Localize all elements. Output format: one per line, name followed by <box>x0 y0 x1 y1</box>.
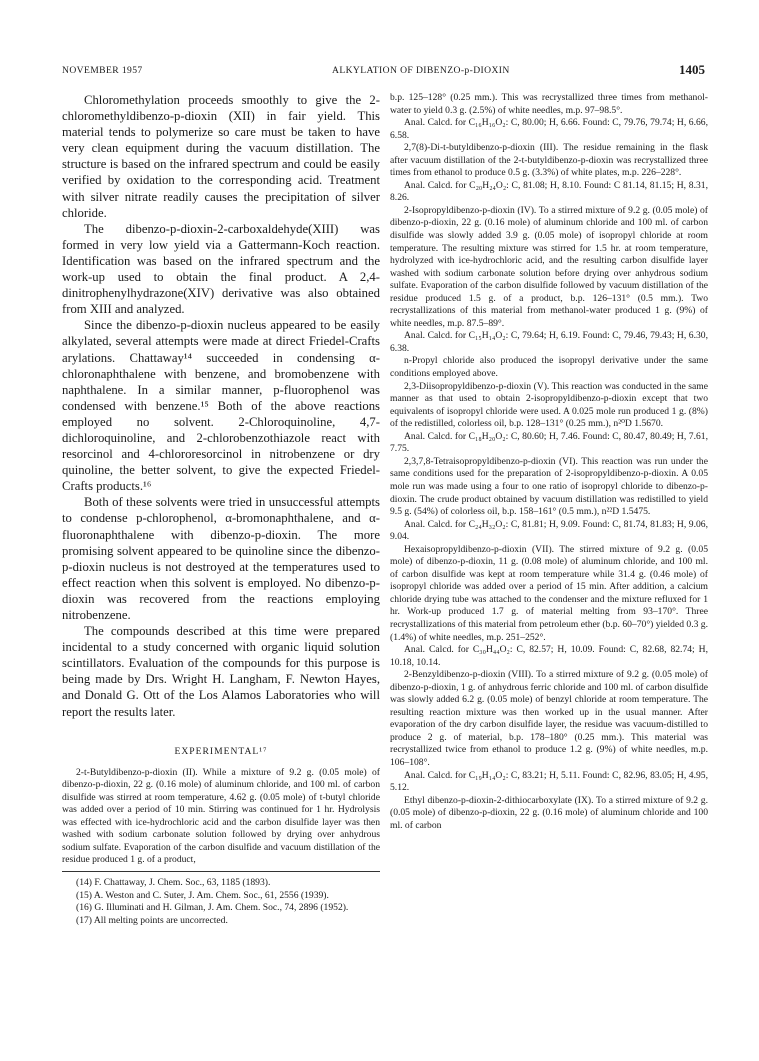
experimental-paragraph: Hexaisopropyldibenzo-p-dioxin (VII). The stirred mixture of 9.2 g. (0.05 mole) of dibenzo-p-dioxin, 11 g. (0.08 mole) of aluminum chloride, and 100 ml. of carbon disulfide was kept at room temperature while 31.4 g. (0.46 mole) of isopropyl chloride was added over a period of 15 min. After addition, a calcium chloride drying tube was attached to the condenser and the mixture refluxed for 1 hr. Work-up produced 1.7 g. of material melting from 93–170°. Three recrystallizations of this material from petroleum ether (b.p. 60–70°) yielded 0.3 g. (1.4%) of white needles, m.p. 251–252°. <box>390 543 708 643</box>
footnote: (17) All melting points are uncorrected. <box>76 914 228 926</box>
analysis-paragraph: Anal. Calcd. for C₃₀H₄₄O₂: C, 82.57; H, 10.09. Found: C, 82.68, 82.74; H, 10.18, 10.14. <box>390 644 708 668</box>
experimental-section-left <box>62 767 380 867</box>
footnote-divider <box>62 871 380 872</box>
footnote: (16) G. Illuminati and H. Gilman, J. Am. Chem. Soc., 74, 2896 (1952). <box>76 902 349 914</box>
analysis-paragraph: Anal. Calcd. for C₁₉H₁₄O₂: C, 83.21; H, 5.11. Found: C, 82.96, 83.05; H, 4.95, 5.12. <box>390 769 708 794</box>
body-paragraph: Both of these solvents were tried in unsuccessful attempts to condense p-chlorophenol, α-bromonaphthalene, and α-fluoronaphthalene with dibenzo-p-dioxin. The more promising solvent appeared to be quinoline since the dibenzo-p-dioxin nucleus is not destroyed at the temperatures used to effect reaction when this solvent is employed. No dibenzo-p-dioxin was recovered from the reactions employing nitrobenzene. <box>62 495 380 622</box>
discussion-section <box>62 92 380 720</box>
analysis-paragraph: Anal. Calcd. for C₁₈H₂₀O₂: C, 80.60; H, 7.46. Found: C, 80.47, 80.49; H, 7.61, 7.75. <box>390 430 708 455</box>
running-header <box>62 63 705 77</box>
footnote: (15) A. Weston and C. Suter, J. Am. Chem. Soc., 61, 2556 (1939). <box>76 889 329 901</box>
footnote: (14) F. Chattaway, J. Chem. Soc., 63, 1185 (1893). <box>76 877 271 889</box>
body-paragraph: The compounds described at this time were prepared incidental to a study concerned with organic liquid solution scintillators. Evaluation of the compounds for this purpose is being made by Drs. Wright H. Langham, F. Newton Hayes, and Donald G. Ott of the Los Alamos Laboratories who will report the results later. <box>62 624 380 719</box>
header-page-number: 1405 <box>679 62 705 77</box>
experimental-paragraph: 2-t-Butyldibenzo-p-dioxin (II). While a mixture of 9.2 g. (0.05 mole) of dibenzo-p-dioxin, 22 g. (0.16 mole) of aluminum chloride, and 100 ml. of carbon disulfide was stirred at room temperature, 4.62 g. (0.05 mole) of t-butyl chloride was added over a period of 10 min. Stirring was continued for 1 hr. Hydrolysis was effected with ice-hydrochloric acid and the carbon disulfide layer was then washed with sodium carbonate solution followed by drying over anhydrous sodium sulfate. Evaporation of the carbon disulfide and vacuum distillation of the residue produced 1 g. of a product, <box>62 766 380 866</box>
experimental-paragraph: Ethyl dibenzo-p-dioxin-2-dithiocarboxylate (IX). To a stirred mixture of 9.2 g. (0.05 mole) of dibenzo-p-dioxin, 22 g. (0.16 mole) of aluminum chloride and 100 ml. of carbon <box>390 794 708 831</box>
left-column <box>62 92 380 927</box>
analysis-paragraph: Anal. Calcd. for C₁₆H₁₆O₂: C, 80.00; H, 6.66. Found: C, 79.76, 79.74; H, 6.66, 6.58. <box>390 117 708 141</box>
footnotes <box>62 877 380 927</box>
experimental-paragraph: n-Propyl chloride also produced the isopropyl derivative under the same conditions employed above. <box>390 355 708 380</box>
right-column <box>390 92 708 832</box>
header-running-title: ALKYLATION OF DIBENZO-p-DIOXIN <box>332 65 510 76</box>
analysis-paragraph: Anal. Calcd. for C₁₅H₁₄O₂: C, 79.64; H, 6.19. Found: C, 79.46, 79.43; H, 6.30, 6.38. <box>390 330 708 354</box>
experimental-paragraph: 2-Isopropyldibenzo-p-dioxin (IV). To a stirred mixture of 9.2 g. (0.05 mole) of dibenzo-p-dioxin, 22 g. (0.16 mole) of aluminum chloride and 100 ml. of carbon disulfide was slowly added 3.9 g. (0.05 mole) of isopropyl chloride at room temperature. The resulting mixture was stirred for 1.5 hr. at room temperature, hydrolyzed with ice-hydrochloric acid, and the resulting carbon disulfide layer washed with sodium carbonate solution before drying over anhydrous sodium sulfate. Evaporation of the carbon disulfide followed by vacuum distillation of the residue produced 1.5 g. of a product, b.p. 126–131° (0.5 mm.). Two recrystallizations of this material from methanol-water produced 1 g. (9%) of white needles, m.p. 87.5–89°. <box>390 204 708 329</box>
body-paragraph: Since the dibenzo-p-dioxin nucleus appeared to be easily alkylated, several attempts were made at direct Friedel-Crafts arylations. Chattaway¹⁴ succeeded in condensing α-chloronaphthalene with benzene, and bromobenzene with naphthalene. In a similar manner, p-fluorophenol was condensed with benzene.¹⁵ Both of the above reactions employed no solvent. 2-Chloroquinoline, 4,7-dichloroquinoline, and 2-chlorobenzothiazole react with resorcinol and 4-chlororesorcinol in nitrobenzene or dry quinoline, the better solvent, to give the expected Friedel-Crafts products.¹⁶ <box>62 318 380 494</box>
body-paragraph: Chloromethylation proceeds smoothly to give the 2-chloromethyldibenzo-p-dioxin (XII) in fair yield. This material tends to polymerize so care must be taken to have very clean equipment during the vacuum distillation. The structure is based on the infrared spectrum and could be easily verified by oxidation to the corresponding acid. Treatment with silver nitrate readily causes the precipitation of silver chloride. <box>62 93 380 220</box>
experimental-paragraph: 2-Benzyldibenzo-p-dioxin (VIII). To a stirred mixture of 9.2 g. (0.05 mole) of dibenzo-p-dioxin, 1 g. of anhydrous ferric chloride and 100 ml. of carbon disulfide was slowly added 6.2 g. (0.05 mole) of benzyl chloride at room temperature. The resulting reaction mixture was then worked up in the usual manner. After evaporation of the dry carbon disulfide layer, the residue was vacuum-distilled to produce 2 g. of material, b.p. 178–180° (0.25 mm.). This material was recrystallized twice from ethanol to produce 1.2 g. (9%) of white needles, m.p. 106–108°. <box>390 669 708 768</box>
experimental-paragraph: b.p. 125–128° (0.25 mm.). This was recrystallized three times from methanol-water to yield 0.3 g. (2.5%) of white needles, m.p. 97–98.5°. <box>390 92 708 116</box>
experimental-paragraph: 2,3-Diisopropyldibenzo-p-dioxin (V). This reaction was conducted in the same manner as that used to obtain 2-isopropyldibenzo-p-dioxin except that two equivalents of isopropyl chloride were used. A 0.025 mole run produced 1 g. (8%) of the redistilled, colorless oil, b.p. 128–131° (0.25 mm.), n²⁰D 1.5670. <box>390 380 708 430</box>
experimental-paragraph: 2,7(8)-Di-t-butyldibenzo-p-dioxin (III). The residue remaining in the flask after vacuum distillation of the 2-t-butyldibenzo-p-dioxin was recrystallized three times from ethanol to produce 0.5 g. (3.3%) of white plates, m.p. 226–228°. <box>390 142 708 179</box>
body-paragraph: The dibenzo-p-dioxin-2-carboxaldehyde(XIII) was formed in very low yield via a Gattermann-Koch reaction. Identification was based on the infrared spectrum and the work-up used to obtain the final product. A 2,4-dinitrophenylhydrazone(XIV) derivative was also obtained from XIII and analyzed. <box>62 221 380 317</box>
analysis-paragraph: Anal. Calcd. for C₂₀H₂₄O₂: C, 81.08; H, 8.10. Found: C 81.14, 81.15; H, 8.31, 8.26. <box>390 179 708 204</box>
analysis-paragraph: Anal. Calcd. for C₂₄H₃₂O₂: C, 81.81; H, 9.09. Found: C, 81.74, 81.83; H, 9.06, 9.04. <box>390 518 708 543</box>
experimental-heading: EXPERIMENTAL¹⁷ <box>174 745 268 757</box>
experimental-paragraph: 2,3,7,8-Tetraisopropyldibenzo-p-dioxin (VI). This reaction was run under the same conditions used for the preparation of 2-isopropyldibenzo-p-dioxin. A 0.05 mole run was made using a four to one ratio of isopropyl chloride to dibenzo-p-dioxin. The crude product obtained by vacuum distillation was redistilled to yield 9.5 g. (54%) of colorless oil, b.p. 158–161° (0.5 mm.), n²²D 1.5475. <box>390 455 708 518</box>
header-date: NOVEMBER 1957 <box>62 65 143 76</box>
